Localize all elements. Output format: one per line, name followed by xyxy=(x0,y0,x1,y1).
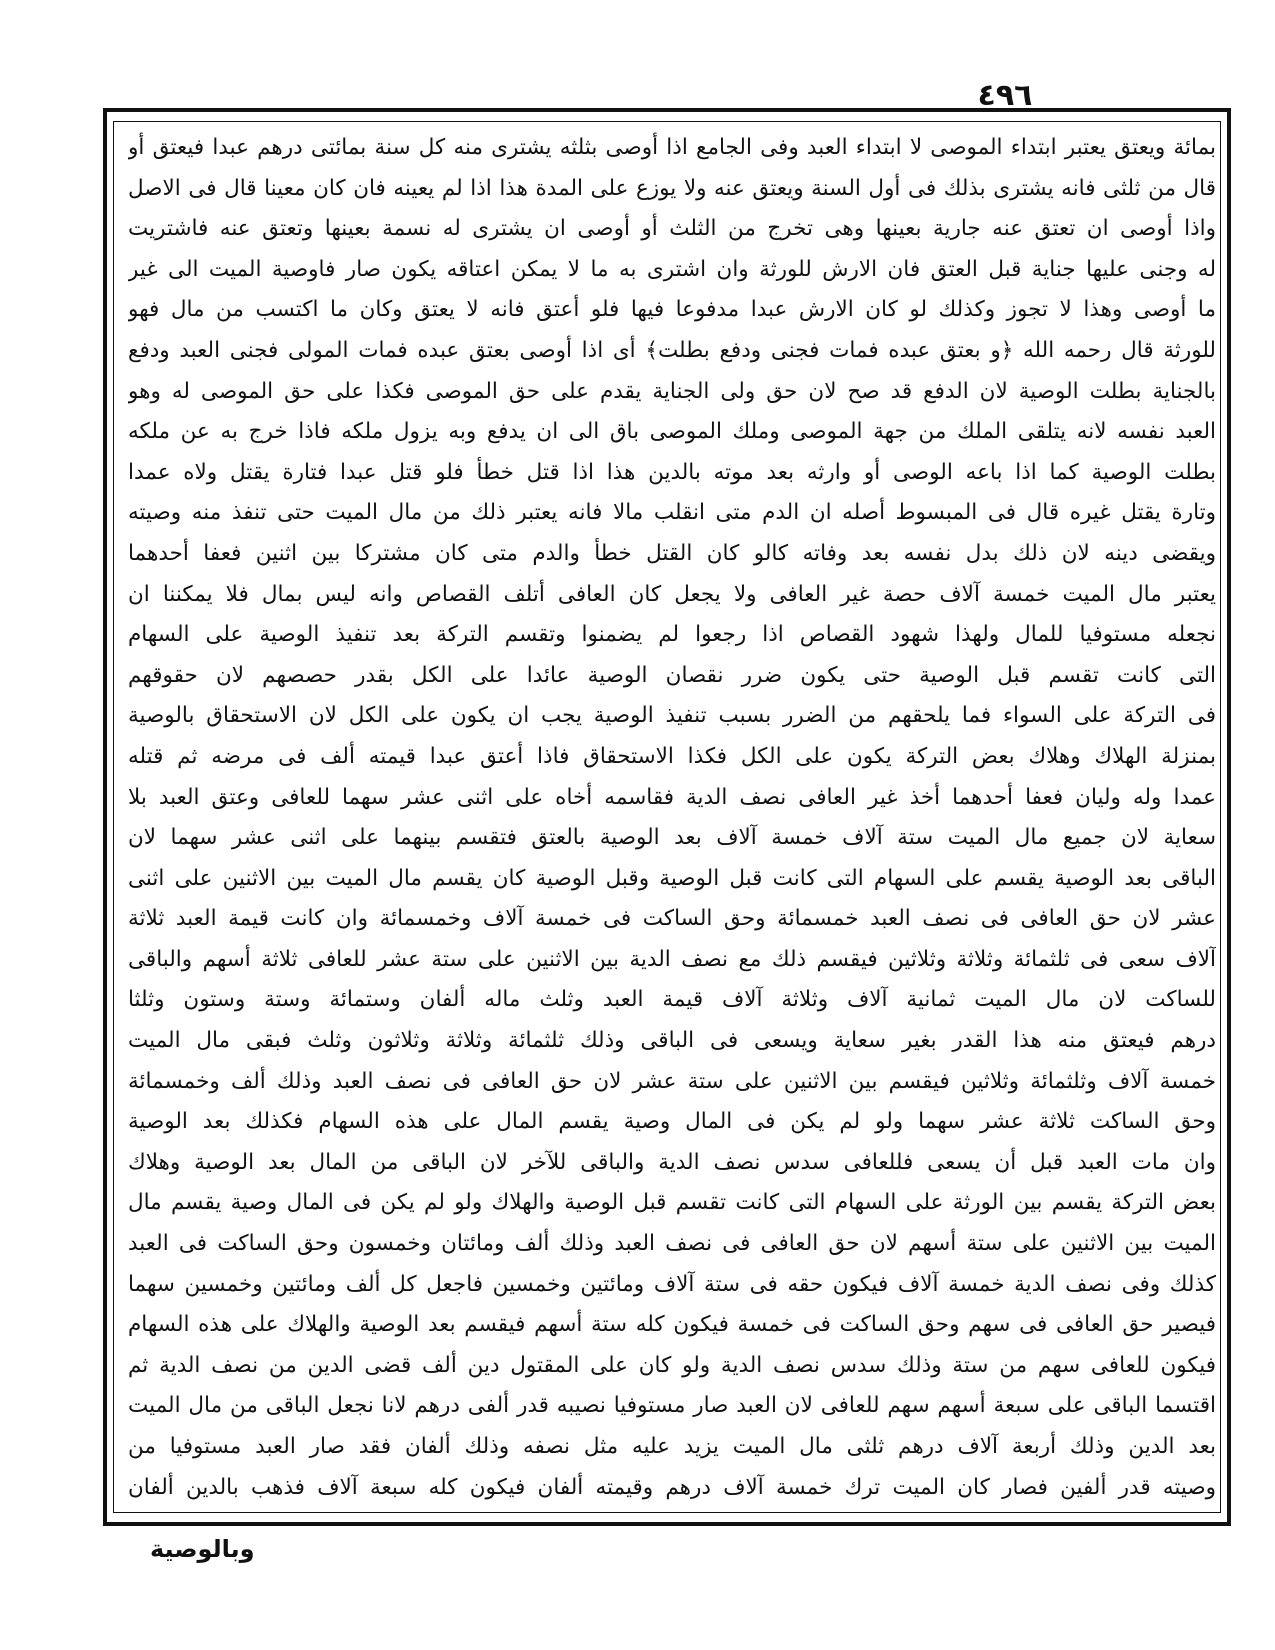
text-line: بعض التركة يقسم بين الورثة على السهام التى كانت تقسم قبل الوصية والهلاك ولو لم يكن فى المال وصية يقسم مال xyxy=(128,1190,1216,1216)
text-line: فيكون للعافى سهم من ستة وذلك سدس نصف الدية ولو كان على المقتول دين ألف قضى الدين من نصف الدية ثم xyxy=(128,1352,1216,1378)
text-line: فى التركة على السواء فما يلحقهم من الضرر بسبب تنفيذ الوصية يجب ان يكون على الكل لان الاستحقاق بالوصية xyxy=(128,703,1216,729)
text-line: يعتبر مال الميت خمسة آلاف حصة غير العافى ولا يجعل كان العافى أتلف القصاص وانه ليس بمال فلا يمكننا ان xyxy=(128,581,1216,607)
text-line: فيصير حق العافى فى سهم وحق الساكت فى خمسة فيكون كله ستة أسهم فيقسم بعد الوصية والهلاك على هذه السهام xyxy=(128,1312,1216,1338)
text-line: التى كانت تقسم قبل الوصية حتى يكون ضرر نقصان الوصية عائدا على الكل بقدر حصصهم لان حقوقهم xyxy=(128,662,1216,688)
page-number: ٤٩٦ xyxy=(977,78,1033,113)
text-line: بعد الدين وذلك أربعة آلاف درهم ثلثى مال الميت يزيد عليه مثل نصفه وذلك ألفان فقد صار العبد مستوفيا من xyxy=(128,1434,1216,1459)
text-line: آلاف سعى فى ثلثمائة وثلاثة وثلاثين فيقسم ذلك مع نصف الدية بين الاثنين على ستة عشر للعافى ثلاثة أسهم والباقى xyxy=(128,946,1216,972)
text-line: واذا أوصى ان تعتق عنه جارية بعينها وهى تخرج من الثلث أو أوصى ان يشترى له نسمة بعينها وتعتق عنه فاشتريت xyxy=(128,216,1216,242)
text-line: الباقى بعد الوصية يقسم على السهام التى كانت قبل الوصية وقبل الوصية كان يقسم مال الميت بين الاثنين على اثنى xyxy=(128,865,1216,891)
text-line: بمنزلة الهلاك وهلاك بعض التركة يكون على الكل فكذا الاستحقاق فاذا أعتق عبدا قيمته ألف فى مرضه ثم قتله xyxy=(128,743,1216,769)
text-line: ما أوصى وهذا لا تجوز وكذلك لو كان الارش عبدا مدفوعا فيها فلو أعتق فانه لا يعتق وكان ما اكتسب من مال فهو xyxy=(128,297,1216,323)
text-line: للساكت لان مال الميت ثمانية آلاف وثلاثة آلاف قيمة العبد وثلث ماله ألفان وستمائة وستة وستون وثلثا xyxy=(128,987,1216,1013)
text-line: نجعله مستوفيا للمال ولهذا شهود القصاص اذا رجعوا لم يضمنوا وتقسم التركة بعد تنفيذ الوصية على السهام xyxy=(128,622,1216,648)
text-line: وان مات العبد قبل أن يسعى فللعافى سدس نصف الدية والباقى للآخر لان الباقى من المال بعد الوصية وهلاك xyxy=(128,1149,1216,1175)
text-line: خمسة آلاف وثلثمائة وثلاثين فيقسم بين الاثنين على ستة عشر لان حق العافى فى نصف العبد وذلك ألف وخمسمائة xyxy=(128,1068,1216,1094)
text-line: عمدا وله وليان فعفا أحدهما أخذ غير العافى نصف الدية فقاسمه أخاه على اثنى عشر سهما للعافى وعتق العبد بلا xyxy=(128,784,1216,810)
text-line: وحق الساكت ثلاثة عشر سهما ولو لم يكن فى المال وصية يقسم المال على هذه السهام فكذلك بعد الوصية xyxy=(128,1109,1216,1135)
text-line: عشر لان حق العافى فى نصف العبد خمسمائة وحق الساكت فى خمسة آلاف وخمسمائة وان كانت قيمة العبد ثلاثة xyxy=(128,906,1216,932)
body-text xyxy=(128,128,1216,1508)
text-line: له وجنى عليها جناية قبل العتق فان الارش للورثة وان اشترى به ما لا يمكن اعتاقه يكون صار فاوصية الميت الى غير xyxy=(128,256,1216,282)
text-line: العبد نفسه لانه يتلقى الملك من جهة الموصى وملك الموصى باق الى ان يدفع وبه يزول ملكه فاذا خرج به عن ملكه xyxy=(128,419,1216,445)
text-line: وصيته قدر ألفين فصار كان الميت ترك خمسة آلاف درهم وقيمته ألفان فيكون كله سبعة آلاف فذهب بالدين ألفان xyxy=(128,1474,1216,1500)
text-line: بالجناية بطلت الوصية لان الدفع قد صح لان حق ولى الجناية يقدم على حق الموصى فكذا على حق الموصى له وهو xyxy=(128,378,1216,404)
text-line: اقتسما الباقى على سبعة أسهم سهم للعافى لان العبد صار مستوفيا نصيبه قدر ألفى درهم لانا نجعل الباقى من مال الميت xyxy=(128,1393,1216,1419)
text-line: درهم فيعتق منه هذا القدر بغير سعاية ويسعى فى الباقى وذلك ثلثمائة وثلاثة وثلاثون وثلث فبقى مال الميت xyxy=(128,1028,1216,1054)
text-line: سعاية لان جميع مال الميت ستة آلاف خمسة آلاف بعد الوصية بالعتق فتقسم بينهما على اثنى عشر سهما لان xyxy=(128,825,1216,851)
text-line: بطلت الوصية كما اذا باعه الوصى أو وارثه بعد موته بالدين هذا اذا قتل خطأ فلو قتل عبدا فتارة يقتل ولاه عمدا xyxy=(128,459,1216,485)
text-line: الميت بين الاثنين على ستة أسهم لان حق العافى فى نصف العبد وذلك ألف ومائتان وخمسون وحق الساكت فى العبد xyxy=(128,1231,1216,1257)
catchword: وبالوصية xyxy=(150,1535,255,1563)
text-line: للورثة قال رحمه الله ﴿و بعتق عبده فمات فجنى ودفع بطلت﴾ أى اذا أوصى بعتق عبده فمات المولى فجنى العبد ودفع xyxy=(128,337,1216,363)
text-line: قال من ثلثى فانه يشترى بذلك فى أول السنة ويعتق عنه ولا يوزع على المدة هذا اذا لم يعينه فان كان معينا قال فى الاصل xyxy=(128,175,1216,201)
text-line: كذلك وفى نصف الدية خمسة آلاف فيكون حقه فى ستة آلاف ومائتين وخمسين فاجعل كل ألف ومائتين وخمسين سهما xyxy=(128,1271,1216,1297)
text-line: وتارة يقتل غيره قال فى المبسوط أصله ان الدم متى انقلب مالا فانه يعتبر ذلك من مال الميت حتى تنفذ منه وصيته xyxy=(128,500,1216,526)
text-line: بمائة ويعتق يعتبر ابتداء الموصى لا ابتداء العبد وفى الجامع اذا أوصى بثلثه يشترى منه كل سنة بمائتى درهم عبدا فيعتق أو xyxy=(128,135,1216,160)
text-line: ويقضى دينه لان ذلك بدل نفسه بعد وفاته كالو كان القتل خطأ والدم متى كان مشتركا بين اثنين فعفا أحدهما xyxy=(128,540,1216,566)
